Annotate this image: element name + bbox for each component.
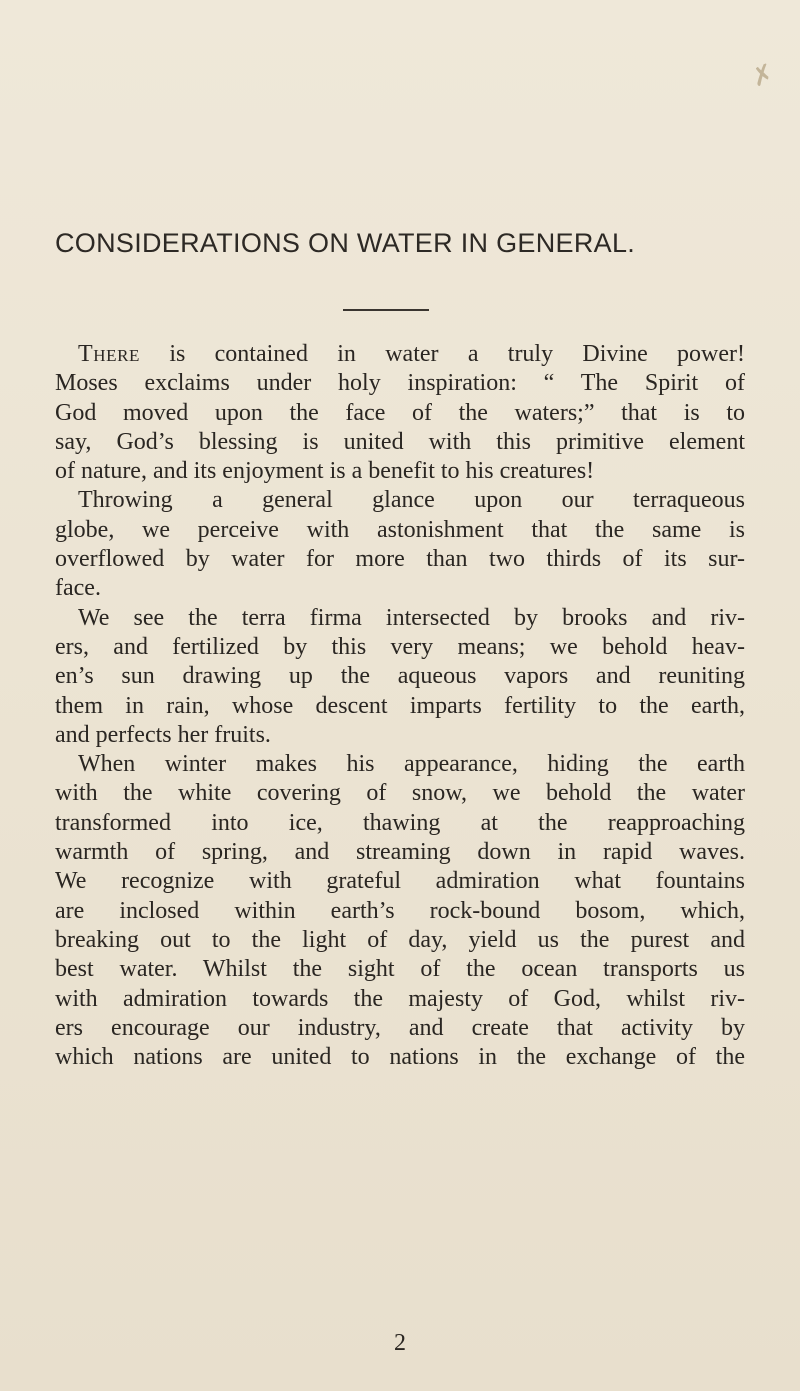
text-line: which nations are united to nations in the exchange of the <box>55 1044 745 1071</box>
text-line: breaking out to the light of day, yield us the purest and <box>55 926 745 953</box>
text-line: There is contained in water a truly Divine power! <box>78 341 745 367</box>
text-line: God moved upon the face of the waters;” that is to <box>55 399 745 426</box>
page-number: 2 <box>394 1330 406 1356</box>
text-line: with the white covering of snow, we behold the water <box>55 780 745 807</box>
chapter-heading: CONSIDERATIONS ON WATER IN GENERAL. <box>55 228 636 258</box>
text-line: them in rain, whose descent imparts fertility to the earth, <box>55 692 745 719</box>
text-line: and perfects her fruits. <box>55 721 271 748</box>
body-text <box>55 340 745 1072</box>
text-line: best water. Whilst the sight of the ocean transports us <box>55 956 745 983</box>
text-line: transformed into ice, thawing at the reapproaching <box>55 809 745 836</box>
text-line: of nature, and its enjoyment is a benefit to his creatures! <box>55 458 595 485</box>
text-line: en’s sun drawing up the aqueous vapors and reuniting <box>55 663 745 690</box>
text-line: warmth of spring, and streaming down in rapid waves. <box>55 839 745 866</box>
text-line: are inclosed within earth’s rock-bound bosom, which, <box>55 897 745 924</box>
text-line: ers, and fertilized by this very means; we behold heav- <box>55 633 745 660</box>
text-line: We recognize with grateful admiration what fountains <box>55 868 745 895</box>
text-line: When winter makes his appearance, hiding the earth <box>78 751 745 778</box>
text-line: Moses exclaims under holy inspiration: “ The Spirit of <box>55 370 745 397</box>
text-line: with admiration towards the majesty of God, whilst riv- <box>55 985 745 1012</box>
text-line: face. <box>55 575 101 602</box>
text-line: We see the terra firma intersected by brooks and riv- <box>78 604 745 631</box>
text-line: globe, we perceive with astonishment that the same is <box>55 516 745 543</box>
text-line: say, God’s blessing is united with this primitive element <box>55 428 745 455</box>
margin-pencil-mark: ✗ <box>747 58 778 93</box>
text-line: overflowed by water for more than two thirds of its sur- <box>55 546 745 573</box>
text-line: ers encourage our industry, and create that activity by <box>55 1014 745 1041</box>
text-line: Throwing a general glance upon our terraqueous <box>78 487 745 514</box>
opening-word: There <box>78 341 141 367</box>
heading-rule <box>343 309 429 311</box>
